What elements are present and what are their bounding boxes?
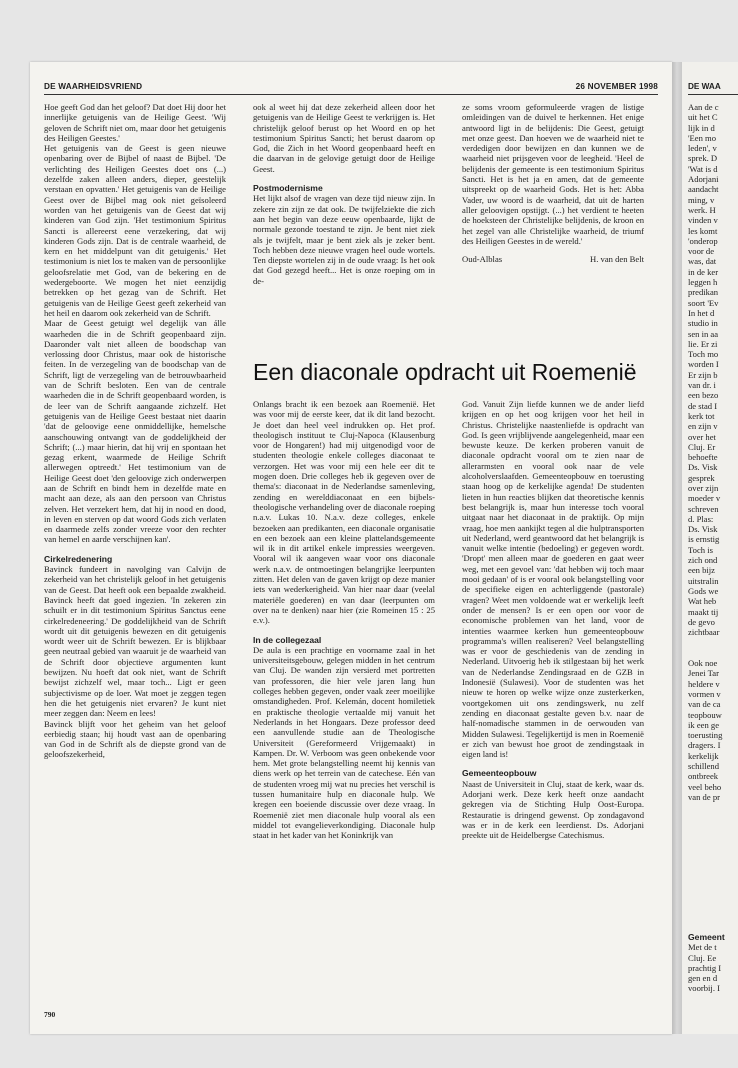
next-page-line: ming, v: [688, 194, 715, 205]
next-page-line: maakt tij: [688, 606, 719, 617]
next-page-line: Toch mo: [688, 349, 719, 360]
next-page-line: vormen v: [688, 688, 721, 699]
column-3: [462, 102, 644, 357]
next-page-line: Cluj. Er: [688, 441, 716, 452]
next-page-line: ik een ge: [688, 719, 720, 730]
section-heading-cirkelredenering: Cirkelredenering: [44, 553, 113, 564]
next-page-line: van de pr: [688, 791, 720, 802]
next-page-line: predikan: [688, 287, 719, 298]
column-4: [253, 399, 435, 959]
next-page-line: Adorjani: [688, 174, 719, 185]
next-page-line: [688, 648, 738, 658]
author-name: H. van den Belt: [590, 254, 644, 265]
next-page-line: kerkelijk: [688, 750, 719, 761]
next-page-line: uit het C: [688, 112, 718, 123]
next-page-line: over het: [688, 431, 716, 442]
paragraph: ze soms vroom geformuleerde vragen de listige omleidingen van de duivel te herkennen. Het enige antwoord ligt in de belijdenis: Die Geest, getuigt met onze geest. Dan hoeven we de waarheid niet te verdedigen door bewijzen en dan kunnen we de waarheid niet prijsgeven voor de leegheid. 'Heel de belijdenis der gemeente is een testimonium Spiritus Sancti. Het is het ja en amen, dat de gemeente uitspreekt op de waarheid Gods. Het is het: Abba Vader, uw woord is de waarheid, dat uit de harten aller geloovigen opstijgt. (...) het verdient te heeten de hoeksteen der Christelijke belijdenis, de kroon en het zegel van alle Christelijke waarheid, de triumf des Heiligen Geestes in de wereld.': [462, 102, 644, 246]
next-page-line: ontbreek: [688, 771, 719, 782]
next-page-line: aandacht: [688, 184, 719, 195]
next-page-line: teopbouw: [688, 709, 722, 720]
next-page-line: gen en d: [688, 973, 718, 984]
next-page-line: voor de: [688, 246, 715, 257]
book-gutter: [672, 62, 682, 1034]
next-page-line: Ds. Visk: [688, 524, 718, 535]
next-page-line: in de ker: [688, 266, 719, 277]
column-2: [253, 102, 435, 357]
next-page-text: [688, 102, 738, 802]
next-page-heading: Gemeent: [688, 932, 725, 942]
magazine-page: [30, 62, 672, 1034]
next-page-line: was, dat: [688, 256, 717, 267]
next-page-line: Ds. Visk: [688, 462, 718, 473]
next-page-line: en zijn v: [688, 421, 718, 432]
next-page-line: een bijz: [688, 565, 715, 576]
next-page-line: In het d: [688, 307, 715, 318]
next-page-edge: [682, 62, 738, 1034]
next-page-header: DE WAA: [688, 82, 721, 91]
section-heading-collegezaal: In de collegezaal: [253, 634, 322, 645]
author-place: Oud-Alblas: [462, 254, 503, 265]
next-page-line: schreven: [688, 503, 719, 514]
paragraph: Maar de Geest getuigt wel degelijk van álle waarheden die in de Schrift geopenbaard zijn. Daaronder valt niet alleen de boodschap van verlossing door Christus, maar ook de historische feiten. In de verzegeling van de boodschap van de Schrift, ligt de verzegeling van de betrouwbaarheid van de Schrift besloten. Een van de centrale waarheden die in de Schrift geopenbaard worden, is de leer van de Schrift aangaande zichzelf. Het getuigenis van de Heilige Geest bestaat niet daarin 'dat de geloovige eene onmiddellijke, hemelsche aanschouwing ontvangt van de goddelijkheid der Schrift; (...) maar hierin, dat hij vrij en spontaan het gezag erkent, waarmede de Heilige Schrift allerwegen optreedt.' Het testimonium van de Heilige Geest doet 'den geloovige zich onderwerpen aan de Schrift en bindt hem in dezelfde mate en macht aan deze, als aan den persoon van Christus zelven. Het verzekert hem, dat hij in nood en dood, in leven en sterven op dat woord Gods zich verlaten en daarmede zelfs zonder vreeze voor den rechter van hemel en aarde verschijnen kan'.: [44, 318, 226, 545]
next-page-line: Aan de c: [688, 102, 719, 112]
section-heading-gemeenteopbouw: Gemeenteopbouw: [462, 768, 537, 779]
next-page-line: uitstralin: [688, 575, 719, 586]
paragraph: ook al weet hij dat deze zekerheid alleen door het getuigenis van de Heilige Geest te verkrijgen is. Het christelijk geloof berust op het Woord en op het testimonium Spiritus Sancti; het berust daarom op God, die Zich in het Woord geopenbaard heeft en die daarvan in de gelovige getuigt door de Heilige Geest.: [253, 102, 435, 174]
next-page-line: lijk in d: [688, 122, 715, 133]
next-page-line: lie. Er zi: [688, 338, 718, 349]
next-page-line: veel beho: [688, 781, 722, 792]
next-page-line: zichtbaar: [688, 627, 720, 638]
paragraph: De aula is een prachtige en voorname zaal in het universiteitsgebouw, gelegen midden in het centrum van Cluj. De wanden zijn versierd met portretten van professoren, die hier vele jaren lang hun colleges hebben gegeven, onder vaak zeer moeilijke omstandigheden. Prof. Kelemán, docent homiletiek en praktische theologie vertaalde mij vanuit het Nederlands in het Hongaars. Deze professor deed een aanvullende studie aan de Theologische Universiteit (Gereformeerd Vrijgemaakt) in Kampen. Dr. W. Verboom was geen onbekende voor hem. Met grote belangstelling neemt hij kennis van diens werk op het terrein van de catechese. Eén van de studenten vroeg mij wat nu precies het verschil is tussen humanitaire hulp en diaconale hulp. We kregen een boeiende discussie over deze vraag. In Roemenië ziet men diaconale hulp vooral als een middel tot evangelieverkondiging. Diaconale hulp staat in het kader van het Koninkrijk van: [253, 644, 435, 841]
next-page-line: 'Een mo: [688, 132, 717, 143]
author-signature: [462, 254, 644, 264]
next-page-line: studio in: [688, 318, 718, 329]
column-5: [462, 399, 644, 959]
next-page-line: behoefte: [688, 452, 718, 463]
next-page-line: d. Plas:: [688, 513, 714, 524]
next-page-line: sprek. D: [688, 153, 718, 164]
next-page-line: sen in aa: [688, 328, 719, 339]
section-heading-postmodernisme: Postmodernisme: [253, 183, 323, 194]
next-page-line: zich ond: [688, 555, 718, 566]
next-page-line: dragers. I: [688, 740, 721, 751]
next-page-line: 'onderop: [688, 235, 718, 246]
next-page-line: werk. H: [688, 204, 716, 215]
paragraph: Bavinck fundeert in navolging van Calvijn de zekerheid van het christelijk geloof in het getuigenis van de Geest. Dat heeft ook een bepaalde zwakheid. Bavinck heeft dat goed ingezien. 'In zekeren zin schuilt er in dit testimonium Spiritus Sanctus eene cirkelredeneering.' De goddelijkheid van de Schrift wordt uit dit getuigenis bewezen en dit getuigenis wordt weer uit de Schrift bewezen. Er is blijkbaar geen neutraal gebied van waaruit je de waarheid van de Schrift door objectieve argumenten kunt bewijzen. Nu hoeft dat ook niet, want de Schrift bewijst zichzelf wel, maar toch... Ligt er geen subjectivisme op de loer. Wat moet je zeggen tegen hen die het getuigenis niet ervaren? Je kunt niet meer zeggen dan: Neem en lees!: [44, 564, 226, 719]
next-page-rule: [688, 94, 738, 95]
next-page-line: de gevo: [688, 616, 715, 627]
paragraph: Bavinck blijft voor het geheim van het geloof eerbiedig staan; hij houdt vast aan de openbaring van God in de Schrift als de diepste grond van de geloofszekerheid,: [44, 718, 226, 760]
next-page-line: les komt: [688, 225, 718, 236]
header-rule: [44, 94, 658, 95]
paragraph: Onlangs bracht ik een bezoek aan Roemenië. Het was voor mij de eerste keer, dat ik dit land bezocht. Je doet dan heel veel indrukken op. Het prof. theologisch instituut te Cluj-Napoca (Klausenburg voor de Hongaren!) had mij uitgenodigd voor de studenten theologie enkele colleges diaconaat te verzorgen. Het was voor mij een hele eer dit te mogen doen. Drie colleges heb ik gegeven over de thema's: diaconaat in de Nederlandse samenleving, zending en werelddiaconaat en een bijbels-theologische verhandeling over de diaconale roeping n.a.v. Lukas 10. N.a.v. deze colleges, enkele bezoeken aan predikanten, een diaconale organisatie en een bezoek aan een kleine plattelandsgemeente wil ik in dit artikel enkele impressies weergeven. Vooral wil ik aangeven waar voor ons diaconale werk n.a.v. de ontmoetingen belangrijke leerpunten zitten. Het delen van de gaven krijgt op deze manier iets van wederkerigheid. Van hier naar daar (veelal materiële goederen) en van daar (leerpunten om over na te denken) naar hier (zie Romeinen 15 : 25 e.v.).: [253, 399, 435, 626]
next-page-line: een bezo: [688, 390, 719, 401]
next-page-line: Wat heb: [688, 596, 717, 607]
next-page-line: toerusting: [688, 730, 723, 741]
next-page-line: Er zijn b: [688, 369, 718, 380]
next-page-line: van dr. i: [688, 380, 716, 391]
next-page-line: gesprek: [688, 472, 715, 483]
paragraph: Het getuigenis van de Geest is geen nieuwe openbaring over de Bijbel of naast de Bijbel. 'De verlichting des Heiligen Geestes doet ons (...) dezelfde zaken alleen anders, dieper, geestelijk verstaan en opvatten.' Het getuigenis van de Heilige Geest over de Bijbel mag ook niet geïsoleerd worden van het getuigenis van de Geest dat wij kinderen van God zijn. 'Het testimonium Spiritus Sancti is allereerst eene verzekering, dat wij kinderen Gods zijn. Dat is de centrale waarheid, de kern en het middelpunt van dit getuigenis.' Het testimonium is niet los te maken van de persoonlijke geloofsrelatie met God, van de bekering en de wedergeboorte. We mogen het niet eenzijdig betrekken op het gezag van de Schrift. Het getuigenis van de Heilige Geest geeft zekerheid van het heil en daarom ook zekerheid van de Schrift.: [44, 143, 226, 318]
paragraph: Hoe geeft God dan het geloof? Dat doet Hij door het innerlijke getuigenis van de Heilige Geest. 'Wij geloven de Schrift niet om, maar door het getuigenis des Heiligen Geestes.': [44, 102, 226, 143]
next-page-line: Toch is: [688, 544, 713, 555]
next-page-line: 'Wat is d: [688, 163, 718, 174]
publication-name: DE WAARHEIDSVRIEND: [44, 82, 143, 91]
next-page-line: voorbij. I: [688, 983, 720, 994]
next-page-line: prachtig I: [688, 962, 722, 973]
next-page-line: [688, 637, 738, 647]
next-page-line: kerk tot: [688, 410, 715, 421]
next-page-line: soort 'Ev: [688, 297, 719, 308]
next-page-line: van de ca: [688, 699, 721, 710]
next-page-line: leden', v: [688, 143, 717, 154]
paragraph: Het lijkt alsof de vragen van deze tijd nieuw zijn. In zekere zin zijn ze dat ook. De twijfelziekte die zich aan het begin van deze eeuw openbaarde, lijkt de normale gezonde toestand te zijn. Je bent niet ziek als je twijfelt, maar je bent ziek als je zeker bent. Toch hebben deze nieuwe vragen heel oude wortels. Ten diepste wortelen zij in de oude vraag: Is het ook dat God gezegd heeft... Het is onze roeping om in de-: [253, 193, 435, 286]
next-page-line: Cluj. Ee: [688, 952, 717, 963]
next-page-line: heldere v: [688, 678, 720, 689]
next-page-line: Gods we: [688, 585, 719, 596]
next-page-tail: [688, 932, 738, 994]
page-number: 790: [44, 1010, 56, 1019]
column-1: [44, 102, 226, 1007]
next-page-line: leggen h: [688, 277, 718, 288]
next-page-line: vinden v: [688, 215, 718, 226]
article-headline: Een diaconale opdracht uit Roemenië: [253, 359, 637, 385]
next-page-line: is ernstig: [688, 534, 720, 545]
next-page-line: Jenei Tar: [688, 668, 719, 679]
next-page-line: moeder v: [688, 493, 721, 504]
issue-date: 26 NOVEMBER 1998: [575, 82, 658, 91]
next-page-line: de stad I: [688, 400, 718, 411]
next-page-line: Ook noe: [688, 658, 718, 669]
paragraph: Naast de Universiteit in Cluj, staat de kerk, waar ds. Adorjani werk. Deze kerk heeft onze aandacht gekregen via de Stichting Hulp Oost-Europa. Restauratie is dringend gewenst. Op zondagavond was er in de kerk een leerdienst. Ds. Adorjani preekte uit de Heidelbergse Catechismus.: [462, 778, 644, 841]
next-page-line: schillend: [688, 761, 720, 771]
paragraph: God. Vanuit Zijn liefde kunnen we de ander liefd krijgen en op het oog krijgen voor het heil in Christus. Christelijke naastenliefde is opdracht van God. Is geen vrijblijvende aangelegenheid, maar een bewuste keuze. De kerken proberen vanuit de diaconale opdracht vooral om te zien naar de allerarmsten en vooral ook naar de vele alcoholverslaafden. Gemeenteopbouw en toerusting staan hoog op de kerkelijke agenda! De studenten lieten in hun reacties blijken dat theoretische kennis best belangrijk is, maar hun interesse toch vooral uitgaat naar het diaconaat in de praktijk. Op mijn vraag, hoe men aankijkt tegen al die hulptransporten uit Nederland, werd geantwoord dat het belangrijk is vanuit welke intentie (bedoeling) er gegeven wordt. 'Dropt' men alleen maar de goederen en gaat weer weg, met een gevoel van: 'dat hebben wij toch maar mooi gedaan' of is er vooral ook belangstelling voor de specifieke eigen en achterliggende (pastorale) vragen? Weet men voldoende wat er werkelijk leeft onder de mensen? Is er een open oor voor de economische problemen van het land, voor de intenties waarmee kerken hun gemeenteopbouw programma's willen realiseren? Veel belangstelling was er voor de geschiedenis van de zending in Nederland. Uitvoerig heb ik stilgestaan bij het werk van de Nederlandse Zendingsraad en de GZB in Indonesië (Sulawesi). Voor de studenten was het nieuw te horen op welke wijze onze zusterkerken, voortgekomen uit ons zendingswerk, nu zelf zending en diaconaat gestalte geven b.v. naar de half-nomadische stammen in de oerwouden van Midden Sulawesi. Tegelijkertijd is men in Roemenië er zich van bewust hoe groot de zendingstaak in eigen land is!: [462, 399, 644, 760]
next-page-line: Met de t: [688, 942, 717, 953]
next-page-line: over zijn: [688, 482, 719, 493]
next-page-line: worden I: [688, 359, 719, 370]
